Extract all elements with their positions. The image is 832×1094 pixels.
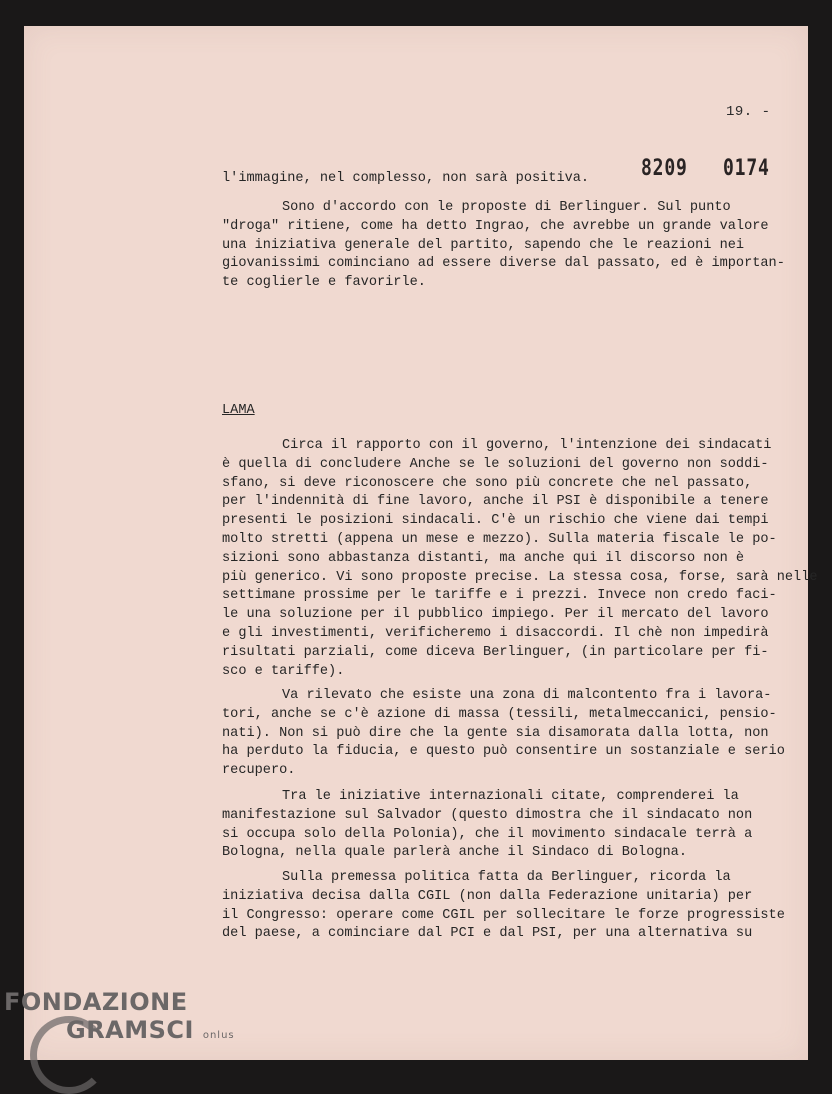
text-line: giovanissimi cominciano ad essere diverse dal passato, ed è importan- (222, 256, 785, 272)
speaker-heading: LAMA (222, 403, 255, 418)
text-line: e gli investimenti, verificheremo i disaccordi. Il chè non impedirà (222, 625, 769, 641)
text-line: molto stretti (appena un mese e mezzo). Sulla materia fiscale le po- (222, 531, 777, 547)
watermark-line: FONDAZIONE (4, 988, 188, 1016)
text-line: è quella di concludere Anche se le soluzioni del governo non soddi- (222, 456, 769, 472)
text-line: recupero. (222, 763, 296, 779)
text-line: Tra le iniziative internazionali citate, comprenderei la (282, 789, 739, 804)
text-line: Bologna, nella quale parlerà anche il Sindaco di Bologna. (222, 845, 687, 861)
paragraph (222, 199, 807, 293)
text-line: risultati parziali, come diceva Berlinguer, (in particolare per fi- (222, 644, 769, 660)
paragraph (222, 869, 807, 944)
text-line: sfano, si deve riconoscere che sono più concrete che nel passato, (222, 475, 753, 491)
paragraph (222, 437, 818, 681)
text-line: si occupa solo della Polonia), che il movimento sindacale terrà a (222, 826, 753, 842)
text-line: te coglierle e favorirle. (222, 275, 426, 291)
text-line: più generico. Vi sono proposte precise. La stessa cosa, forse, sarà nelle (222, 569, 818, 585)
text-line: presenti le posizioni sindacali. C'è un rischio che viene dai tempi (222, 513, 769, 529)
text-line: Va rilevato che esiste una zona di malcontento fra i lavora- (282, 688, 772, 703)
paragraph (222, 788, 807, 863)
archive-stamp-number: 0174 (723, 156, 770, 181)
text-line: ha perduto la fiducia, e questo può consentire un sostanziale e serio (222, 744, 785, 760)
watermark-line: GRAMSCI (66, 1016, 194, 1044)
text-line: una iniziativa generale del partito, sapendo che le reazioni nei (222, 237, 745, 253)
text-line: "droga" ritiene, come ha detto Ingrao, che avrebbe un grande valore (222, 218, 769, 234)
page-number: 19. - (726, 104, 771, 120)
paragraph (222, 170, 807, 189)
text-line: l'immagine, nel complesso, non sarà positiva. (222, 171, 590, 186)
paragraph (222, 687, 807, 781)
text-line: manifestazione sul Salvador (questo dimostra che il sindacato non (222, 807, 753, 823)
text-line: Sono d'accordo con le proposte di Berlinguer. Sul punto (282, 200, 731, 215)
text-line: il Congresso: operare come CGIL per sollecitare le forze progressiste (222, 907, 785, 923)
text-line: settimane prossime per le tariffe e i prezzi. Invece non credo faci- (222, 588, 777, 604)
text-line: del paese, a cominciare dal PCI e dal PSI, per una alternativa su (222, 926, 753, 942)
text-line: tori, anche se c'è azione di massa (tessili, metalmeccanici, pensio- (222, 706, 777, 722)
text-line: sco e tariffe). (222, 663, 345, 679)
text-line: per l'indennità di fine lavoro, anche il PSI è disponibile a tenere (222, 494, 769, 510)
archive-stamp-number: 8209 (641, 156, 688, 181)
text-line: nati). Non si può dire che la gente sia disamorata dalla lotta, non (222, 725, 769, 741)
text-line: le una soluzione per il pubblico impiego. Per il mercato del lavoro (222, 607, 769, 623)
text-line: iniziativa decisa dalla CGIL (non dalla Federazione unitaria) per (222, 888, 753, 904)
watermark-logo (4, 988, 235, 1050)
text-line: sizioni sono abbastanza distanti, ma anche qui il discorso non è (222, 550, 745, 566)
text-line: Sulla premessa politica fatta da Berlinguer, ricorda la (282, 870, 731, 885)
text-line: Circa il rapporto con il governo, l'intenzione dei sindacati (282, 438, 772, 453)
watermark-suffix: onlus (202, 1030, 235, 1041)
